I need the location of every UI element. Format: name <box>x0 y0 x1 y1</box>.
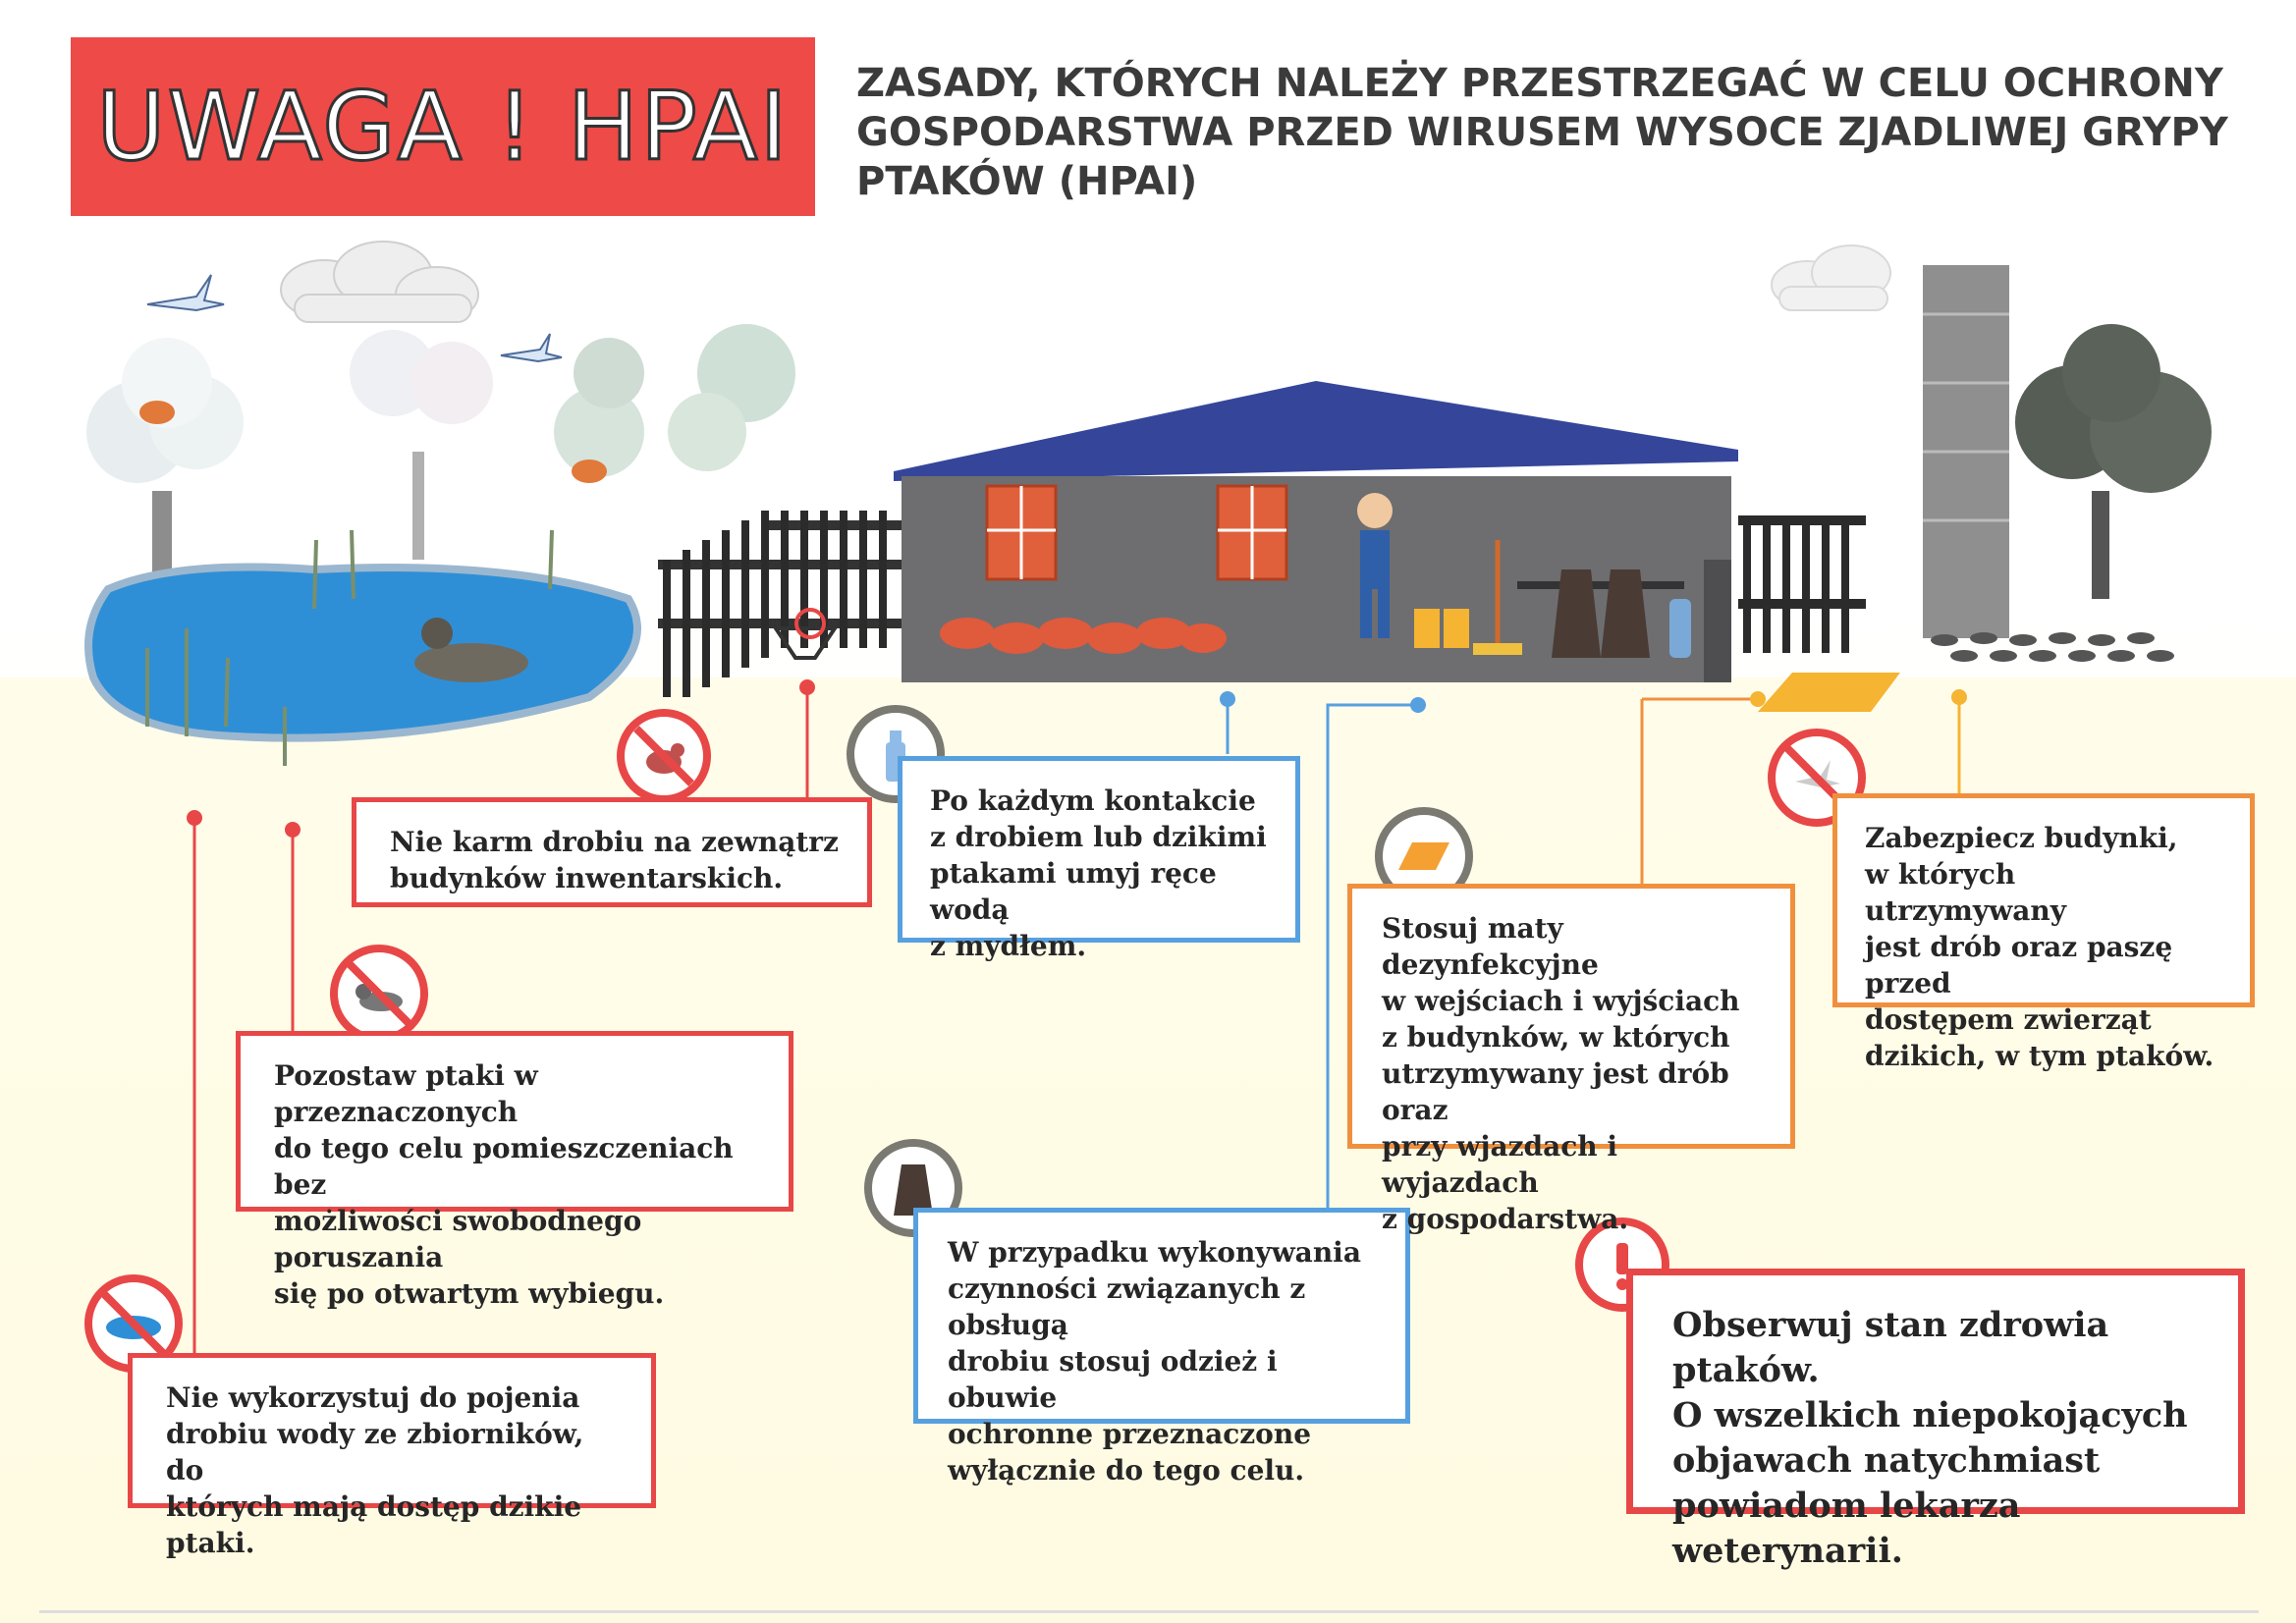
rule-text-line: czynności związanych z obsługą <box>948 1272 1306 1341</box>
rule-text-line: z gospodarstwa. <box>1382 1203 1629 1235</box>
rule-text-line: Nie wykorzystuj do pojenia <box>166 1381 580 1414</box>
rule-text-line: objawach natychmiast <box>1672 1440 2101 1481</box>
rule-text-line: wyłącznie do tego celu. <box>948 1454 1305 1487</box>
rule-text-line: się po otwartym wybiegu. <box>274 1277 665 1310</box>
rule-text-line: Stosuj maty dezynfekcyjne <box>1382 912 1599 981</box>
banner-text: UWAGA ! HPAI <box>96 72 790 182</box>
rule-text-line: dzikich, w tym ptaków. <box>1865 1040 2214 1072</box>
rule-keep-indoors <box>236 1031 793 1310</box>
rule-text-line: powiadom lekarza weterynarii. <box>1672 1486 2021 1571</box>
rule-clothing <box>913 1208 1410 1487</box>
rule-text-line: ochronne przeznaczone <box>948 1418 1312 1450</box>
title-line: GOSPODARSTWA PRZED WIRUSEM WYSOCE ZJADLIWEJ GRYPY <box>856 110 2228 155</box>
rule-mats <box>1347 884 1795 1235</box>
rule-text-line: budynków inwentarskich. <box>390 862 784 894</box>
rule-text-line: do tego celu pomieszczeniach bez <box>274 1132 734 1201</box>
rule-text-line: O wszelkich niepokojących <box>1672 1395 2188 1435</box>
no-chicken-icon <box>617 709 711 803</box>
bottom-divider <box>39 1610 2259 1613</box>
rule-text-line: w wejściach i wyjściach <box>1382 985 1740 1017</box>
title-line: ZASADY, KTÓRYCH NALEŻY PRZESTRZEGAĆ W CELU OCHRONY <box>856 61 2223 106</box>
rule-water <box>128 1353 656 1559</box>
rule-text-line: utrzymywany jest drób oraz <box>1382 1057 1729 1126</box>
rule-text-line: Zabezpiecz budynki, <box>1865 822 2178 854</box>
title-line: PTAKÓW (HPAI) <box>856 159 1198 204</box>
rule-text-line: z mydłem. <box>930 930 1087 962</box>
rule-text-line: drobiu wody ze zbiorników, do <box>166 1418 584 1487</box>
rule-wash-hands <box>898 756 1300 962</box>
rule-text-line: W przypadku wykonywania <box>948 1236 1361 1269</box>
rule-text-line: Nie karm drobiu na zewnątrz <box>390 826 839 858</box>
rule-text-line: których mają dostęp dzikie ptaki. <box>166 1490 582 1559</box>
rule-feed-inside <box>352 797 872 907</box>
rule-text-line: Obserwuj stan zdrowia ptaków. <box>1672 1305 2109 1390</box>
rule-text-line: ptakami umyj ręce wodą <box>930 857 1217 926</box>
rule-text-line: możliwości swobodnego poruszania <box>274 1205 642 1273</box>
rule-text-line: Pozostaw ptaki w przeznaczonych <box>274 1059 538 1128</box>
rule-secure-buildings <box>1832 793 2255 1072</box>
rule-text-line: z budynków, w których <box>1382 1021 1730 1054</box>
rule-text-line: z drobiem lub dzikimi <box>930 821 1267 853</box>
rule-text-line: drobiu stosuj odzież i obuwie <box>948 1345 1278 1414</box>
rule-text-line: Po każdym kontakcie <box>930 784 1256 817</box>
rule-text-line: przy wjazdach i wyjazdach <box>1382 1130 1618 1199</box>
rule-observe <box>1626 1269 2245 1571</box>
rule-text-line: jest drób oraz paszę przed <box>1865 931 2173 1000</box>
rule-text-line: w których utrzymywany <box>1865 858 2066 927</box>
no-duck-icon <box>330 945 428 1043</box>
rule-text-line: dostępem zwierząt <box>1865 1003 2152 1036</box>
